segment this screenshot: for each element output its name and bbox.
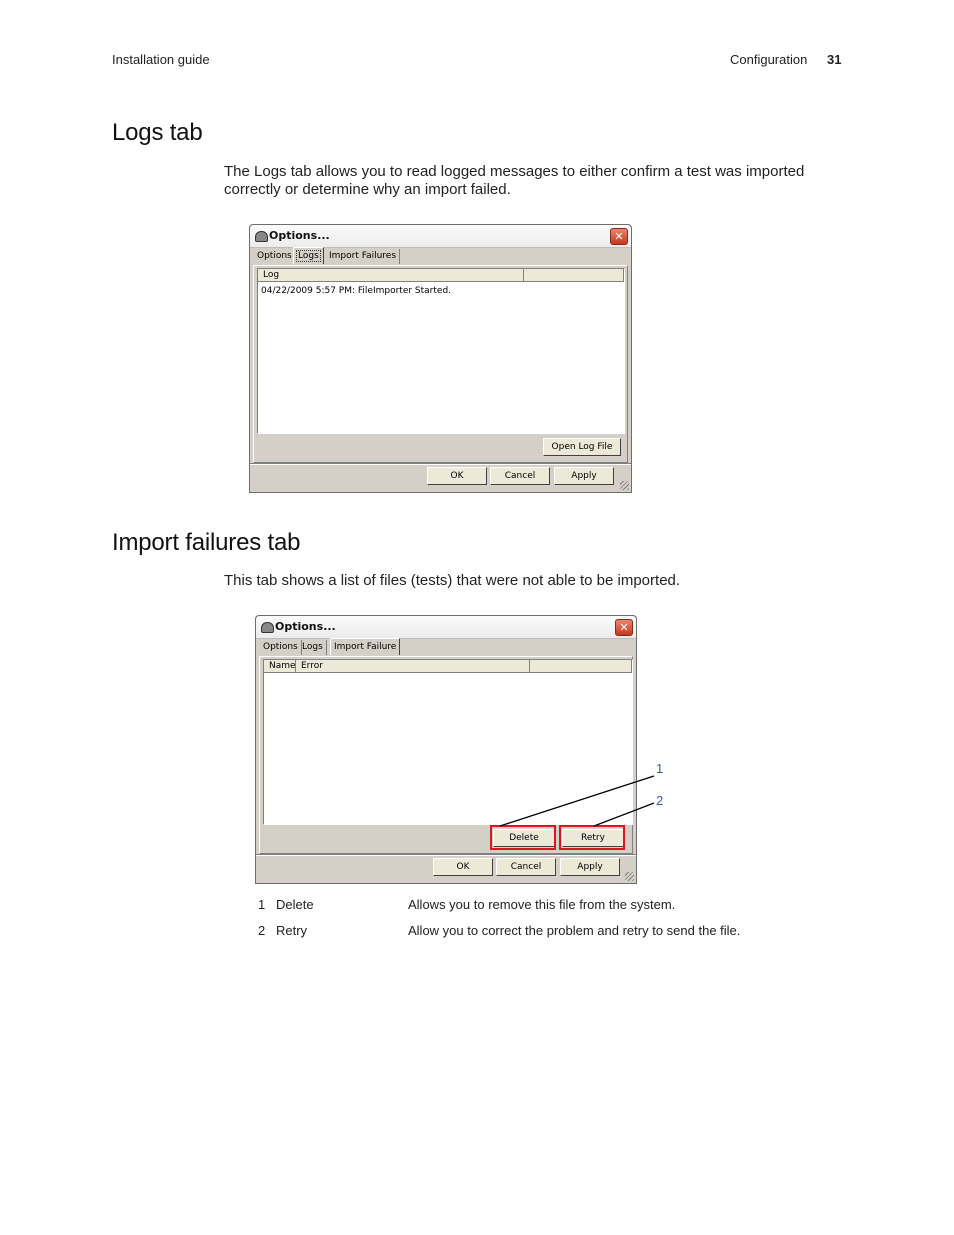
- cancel-button[interactable]: Cancel: [490, 467, 550, 485]
- callout-line-2: [594, 803, 654, 826]
- column-header-log[interactable]: Log: [258, 269, 524, 282]
- page-number: 31: [827, 52, 842, 67]
- open-log-file-button[interactable]: Open Log File: [543, 438, 621, 456]
- dialog-title: Options...: [275, 620, 336, 633]
- tab-import-failure[interactable]: Import Failure: [330, 638, 400, 655]
- legend-num-1: 1: [258, 897, 266, 912]
- log-entry[interactable]: 04/22/2009 5:57 PM: FileImporter Started.: [261, 286, 452, 296]
- legend-num-2: 2: [258, 923, 266, 938]
- cancel-button[interactable]: Cancel: [496, 858, 556, 876]
- column-header-name[interactable]: Name: [264, 660, 296, 673]
- legend-term-delete: Delete: [276, 897, 314, 912]
- tab-import-failures[interactable]: Import Failures: [326, 249, 400, 264]
- ok-button[interactable]: OK: [433, 858, 493, 876]
- column-header-error[interactable]: Error: [296, 660, 530, 673]
- running-header-section: Configuration: [730, 52, 808, 67]
- callout-line-1: [500, 776, 654, 826]
- running-header-title: Installation guide: [112, 52, 210, 67]
- legend-desc-delete: Allows you to remove this file from the system.: [408, 897, 676, 912]
- tab-logs[interactable]: Logs: [299, 640, 327, 655]
- tab-options[interactable]: Options: [260, 640, 302, 655]
- close-icon[interactable]: ✕: [615, 619, 633, 636]
- delete-button[interactable]: Delete: [493, 829, 555, 847]
- close-icon[interactable]: ✕: [610, 228, 628, 245]
- dialog-title: Options...: [269, 229, 330, 242]
- legend-desc-retry: Allow you to correct the problem and retry to send the file.: [408, 923, 741, 938]
- apply-button[interactable]: Apply: [554, 467, 614, 485]
- callout-number-1: 1: [656, 761, 664, 776]
- apply-button[interactable]: Apply: [560, 858, 620, 876]
- legend-term-retry: Retry: [276, 923, 308, 938]
- logs-tab-heading: Logs tab: [112, 119, 203, 146]
- retry-button[interactable]: Retry: [562, 829, 624, 847]
- logs-tab-description: The Logs tab allows you to read logged messages to either confirm a test was imported correctly or determine why an import failed.: [224, 163, 805, 198]
- tab-logs-label: Logs: [298, 251, 319, 261]
- import-failures-heading: Import failures tab: [112, 529, 301, 556]
- import-failures-description: This tab shows a list of files (tests) that were not able to be imported.: [224, 572, 681, 589]
- tab-options[interactable]: Options: [254, 249, 296, 264]
- callout-number-2: 2: [656, 793, 664, 808]
- ok-button[interactable]: OK: [427, 467, 487, 485]
